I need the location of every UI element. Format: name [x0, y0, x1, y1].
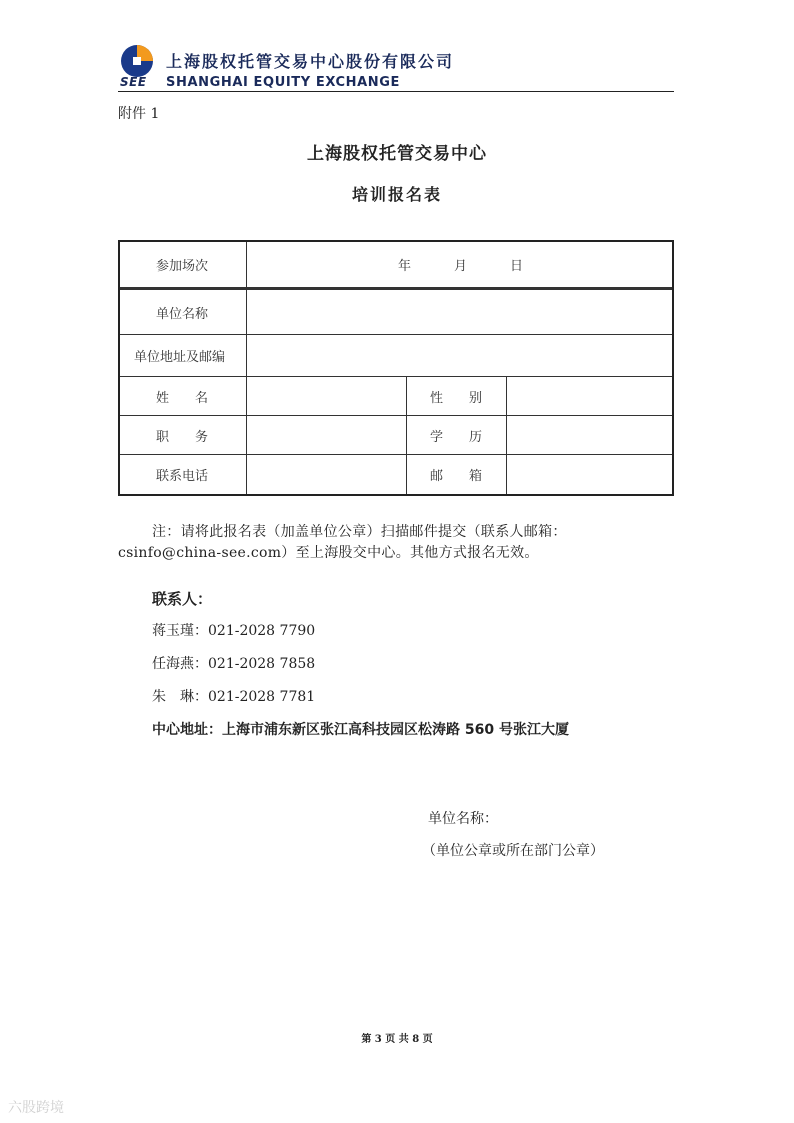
contact-phone: 021-2028 7858: [208, 656, 316, 672]
unit-address-label: 单位地址及邮编: [134, 350, 226, 365]
name-field[interactable]: [247, 377, 406, 415]
center-address: 中心地址：上海市浦东新区张江高科技园区松涛路 560 号张江大厦: [152, 722, 569, 738]
header-divider: [118, 91, 674, 92]
contact-phone: 021-2028 7790: [208, 623, 316, 639]
session-label: 参加场次: [156, 259, 209, 274]
email-label: 邮 箱: [430, 469, 483, 484]
contacts-title: 联系人：: [152, 590, 213, 608]
company-name-cn: 上海股权托管交易中心股份有限公司: [166, 52, 455, 71]
contact-phone: 021-2028 7781: [208, 689, 316, 705]
education-field[interactable]: [507, 416, 672, 454]
unit-name-field[interactable]: [247, 290, 672, 334]
unit-address-field[interactable]: [247, 335, 672, 376]
company-name-en: SHANGHAI EQUITY EXCHANGE: [166, 75, 401, 90]
unit-name-label: 单位名称: [156, 306, 209, 322]
document-title: 上海股权托管交易中心: [307, 144, 487, 164]
contact-name: 蒋玉瑾：: [152, 623, 208, 639]
form-title: 培训报名表: [351, 185, 442, 204]
position-label: 职 务: [156, 429, 209, 445]
contact-item: [152, 686, 315, 706]
phone-field[interactable]: [247, 455, 406, 494]
contact-item: [152, 620, 315, 640]
watermark: 六股跨境: [8, 1100, 64, 1116]
position-field[interactable]: [247, 416, 406, 454]
logo-abbreviation: SEE: [120, 75, 147, 89]
page-number: 第 3 页 共 8 页: [361, 1034, 433, 1045]
signature-unit-name: 单位名称：: [428, 811, 498, 827]
registration-form-table: [118, 240, 674, 496]
table-column-divider: [406, 376, 407, 494]
attachment-label: 附件 1: [118, 106, 160, 122]
year-label: 年: [398, 259, 412, 274]
contact-name: 朱 琳：: [152, 689, 208, 705]
email-field[interactable]: [507, 455, 672, 494]
education-label: 学 历: [430, 429, 483, 445]
phone-label: 联系电话: [156, 469, 209, 484]
gender-field[interactable]: [507, 377, 672, 415]
month-label: 月: [454, 259, 468, 274]
submission-note-line-2: csinfo@china-see.com）至上海股交中心。其他方式报名无效。: [118, 545, 539, 561]
submission-note-line-1: 注：请将此报名表（加盖单位公章）扫描邮件提交（联系人邮箱：: [152, 524, 567, 540]
gender-label: 性 别: [430, 390, 483, 406]
contact-item: [152, 653, 315, 673]
contact-name: 任海燕：: [152, 656, 208, 672]
day-label: 日: [510, 259, 524, 274]
signature-seal-note: （单位公章或所在部门公章）: [422, 843, 604, 859]
name-label: 姓 名: [156, 390, 209, 406]
